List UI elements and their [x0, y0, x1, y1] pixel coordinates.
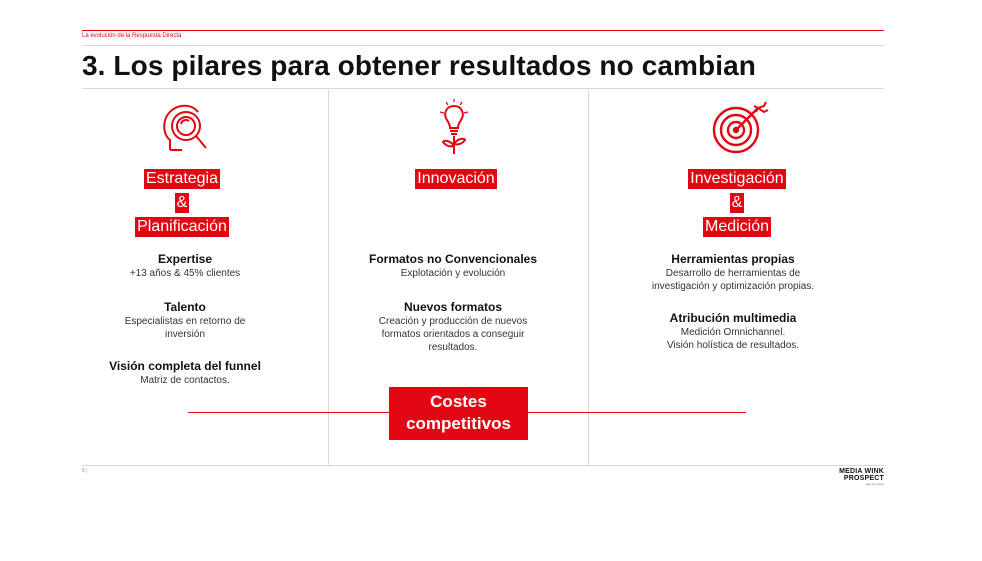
- page-number: 8 |: [82, 468, 88, 474]
- target-arrow-icon: [710, 100, 770, 161]
- column-divider: [588, 90, 589, 465]
- pillar-item: Nuevos formatos Creación y producción de nuevos formatos orientados a conseguir resultados.: [378, 300, 528, 353]
- header-rule: [82, 30, 884, 31]
- pillar-heading-research: Investigación & Medición: [690, 170, 784, 235]
- column-divider: [328, 90, 329, 465]
- pillar-item: Herramientas propias Desarrollo de herramientas de investigación y optimización propias.: [651, 252, 815, 292]
- pillar-item: Expertise +13 años & 45% clientes: [129, 252, 241, 279]
- footer-divider: [82, 465, 884, 466]
- pillar-item: Visión completa del funnel Matriz de contactos.: [109, 359, 261, 386]
- head-magnifier-icon: [158, 100, 216, 161]
- pillar-item: Talento Especialistas en retorno de inversión: [124, 300, 246, 340]
- breadcrumb: La evolución de la Respuesta Directa: [82, 33, 182, 39]
- brand-logo: MEDIA WINK PROSPECT agency group: [839, 468, 884, 486]
- title-divider: [82, 88, 884, 89]
- pillar-heading-innovation: Innovación: [417, 170, 495, 187]
- page-title: 3. Los pilares para obtener resultados no cambian: [82, 50, 756, 81]
- pillar-item: Atribución multimedia Medición Omnichannel. Visión holística de resultados.: [666, 311, 800, 351]
- cost-box: Costes competitivos: [389, 387, 528, 440]
- header-divider: [82, 45, 884, 46]
- pillar-heading-strategy: Estrategia & Planificación: [137, 170, 227, 235]
- pillar-item: Formatos no Convencionales Explotación y evolución: [368, 252, 538, 279]
- lightbulb-plant-icon: [438, 98, 470, 161]
